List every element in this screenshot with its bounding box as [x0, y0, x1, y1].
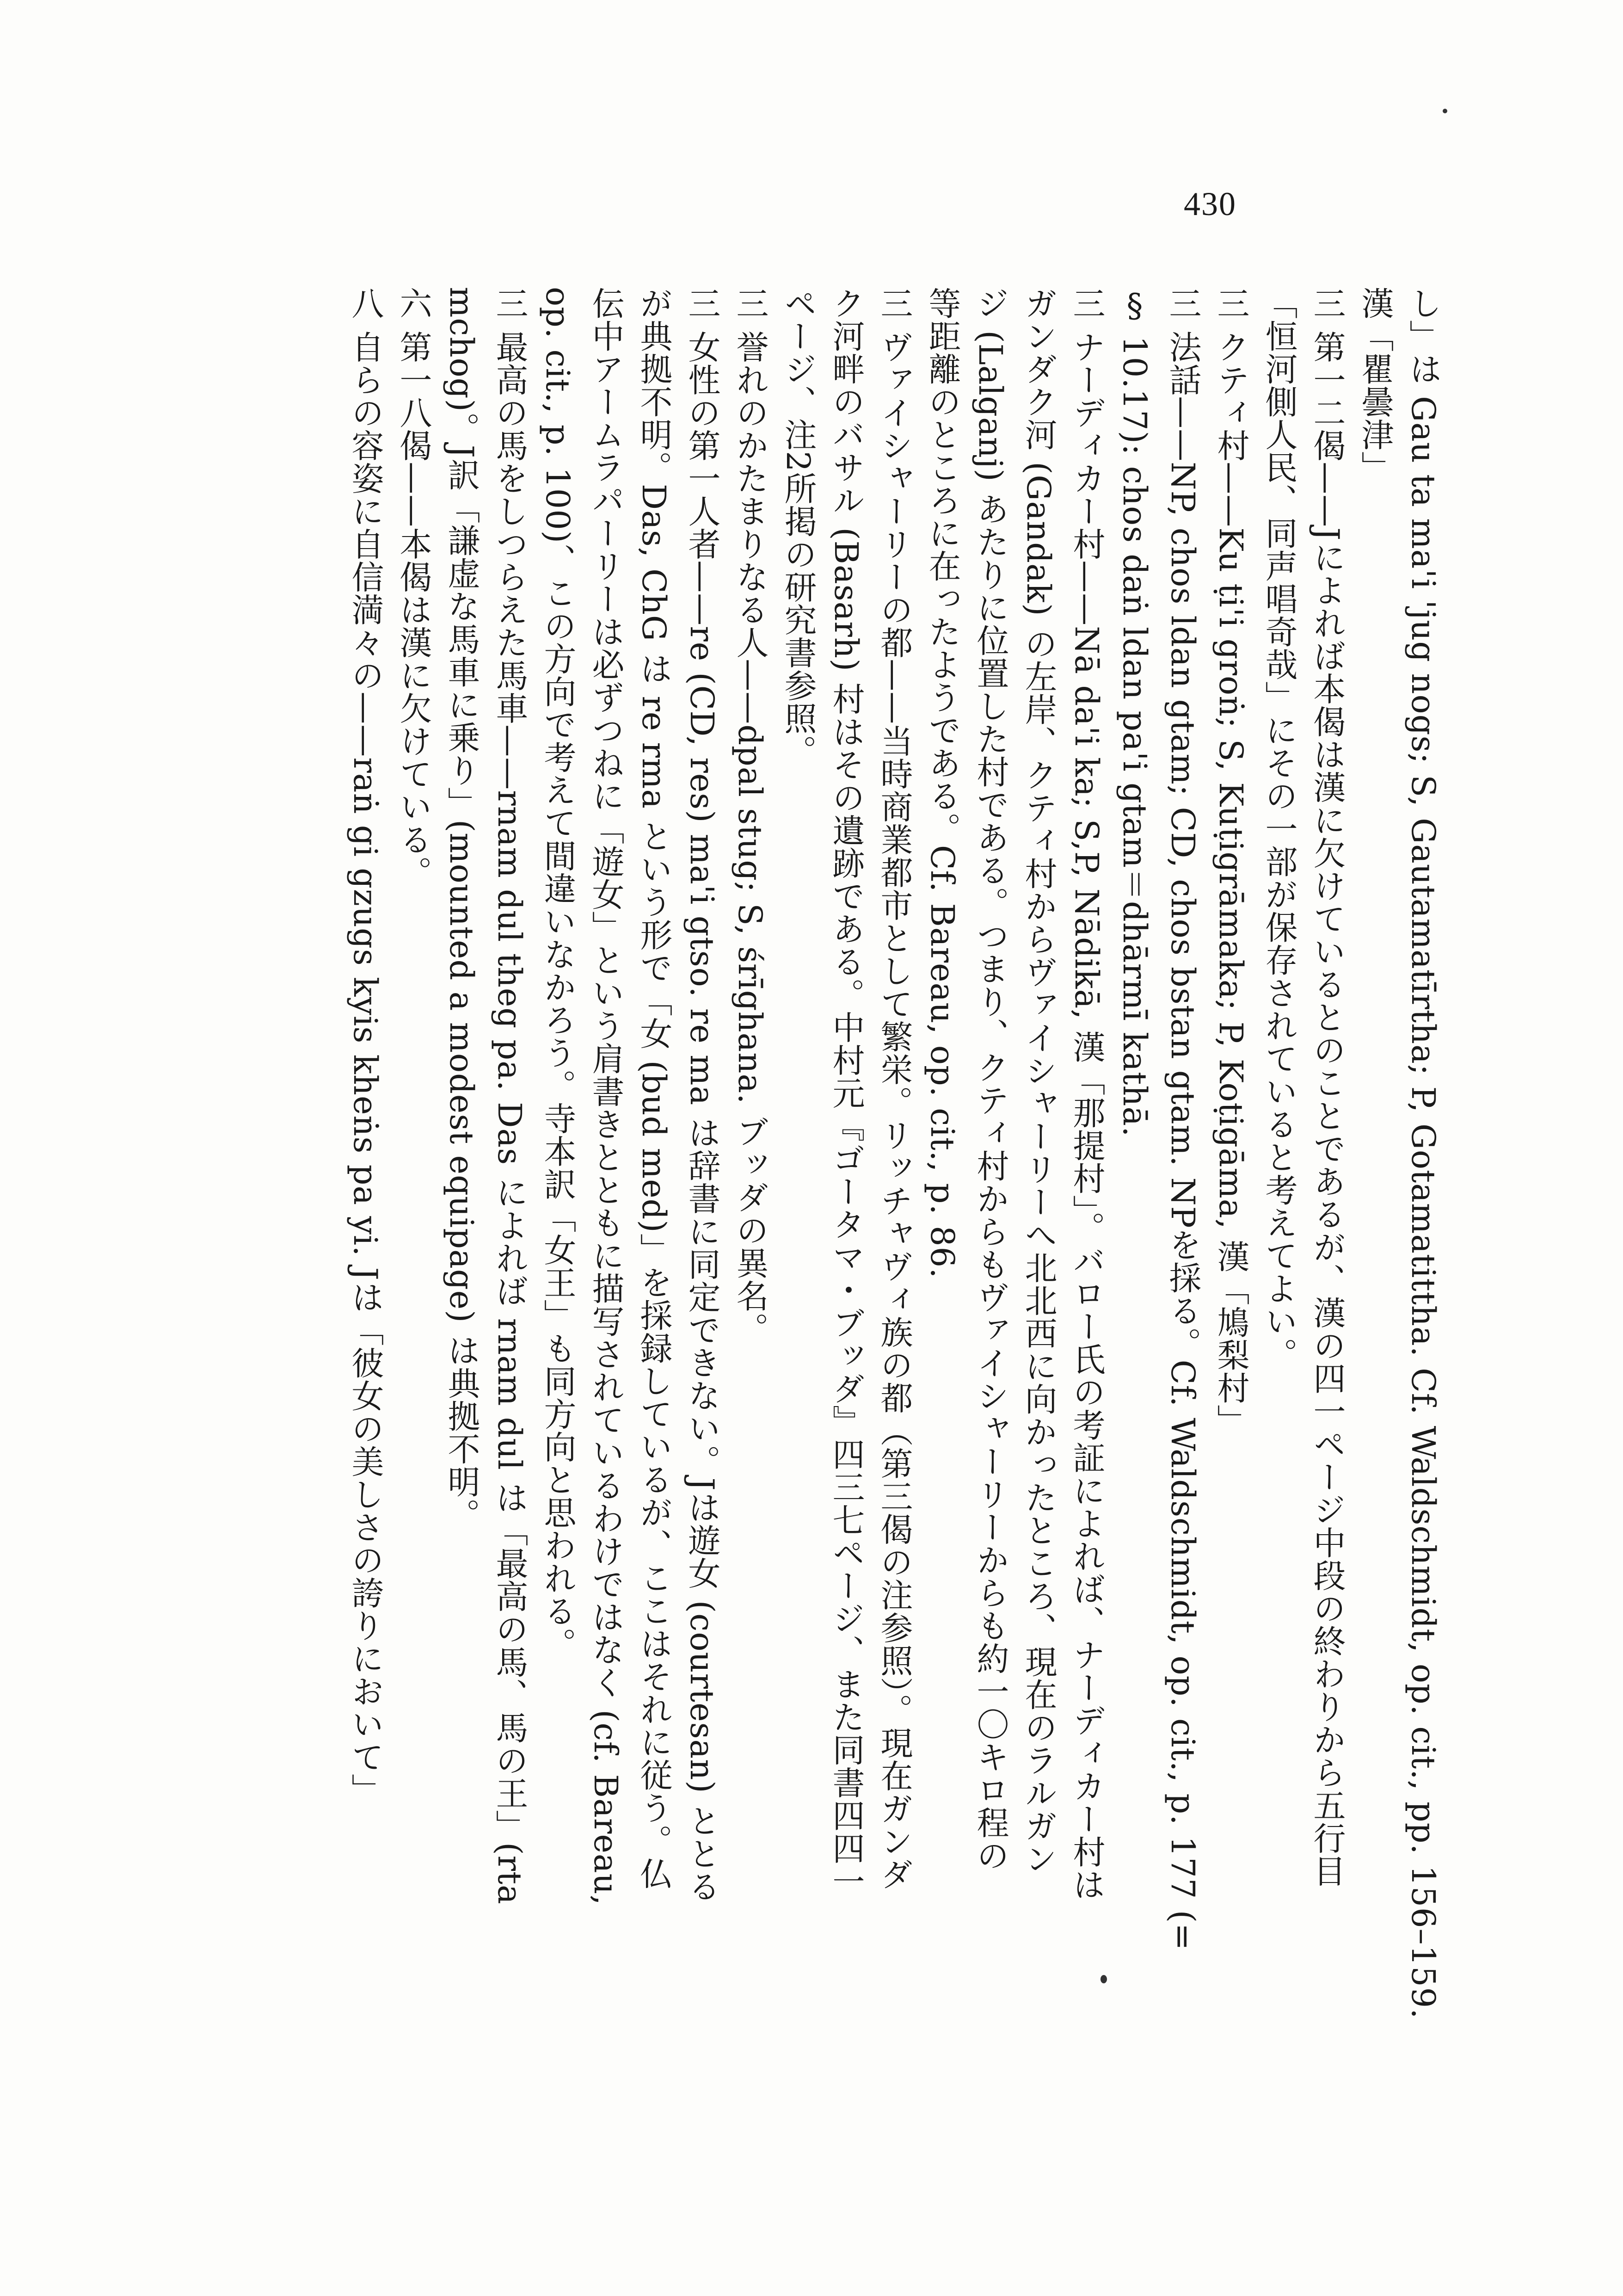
text-line: が典拠不明。Das, ChG は re rma という形で「女 (bud med)」を採録しているが、ここはそれに従う。仏 [635, 287, 673, 1890]
text-line: 漢「瞿曇津」 [1356, 287, 1394, 484]
text-line: し」は Gau ta ma'i 'jug nogs; S, Gautamatīrtha; P, Gotamatittha. Cf. Waldschmidt, op. cit., pp. 156–159. [1404, 287, 1442, 2019]
text-line: 三 クティ村——Ku ṭi'i groṅ; S, Kuṭigrāmaka; P, Koṭigāma, 漢「鳩梨村」 [1212, 287, 1250, 1438]
text-line: mchog)。J訳「謙虚な馬車に乗り」(mounted a modest equipage) は典拠不明。 [443, 287, 480, 1531]
text-line: ガンダク河 (Gandak) の左岸、クティ村からヴァイシャーリーへ北北西に向かったところ、現在のラルガン [1020, 287, 1057, 1875]
page-number: 430 [1184, 185, 1236, 222]
text-line: ク河畔のバサル (Basarh) 村はその遺跡である。中村元『ゴータマ・ブッダ』四三七ページ、また同書四四一 [827, 287, 865, 1898]
text-line: 三 第一二偈——Jによれば本偈は漢に欠けているとのことであるが、漢の四一ページ中段の終わりから五行目 [1308, 287, 1346, 1888]
text-line: 三 ナーディカー村——Nā da'i ka; S,P, Nādikā, 漢「那提村」。バロー氏の考証によれば、ナーディカー村は [1068, 287, 1106, 1901]
text-line: op. cit., p. 100)、この方向で考えて間違いなかろう。寺本訳「女王」も同方向と思われる。 [539, 287, 577, 1660]
text-line: 三 ヴァイシャーリーの都——当時商業都市として繁栄。リッチャヴィ族の都（第三偈の注参照）。現在ガンダ [875, 287, 913, 1891]
text-line: 三 最高の馬をしつらえた馬車——rnam dul theg pa. Das によれば rnam dul は「最高の馬、馬の王」(rta [491, 287, 529, 1905]
text-line: 伝中アームラパーリーは必ずつねに「遊女」という肩書きとともに描写されているわけではなく (cf. Bareau, [587, 287, 625, 1906]
text-line: 等距離のところに在ったようである。Cf. Bareau, op. cit., p. 86. [923, 287, 961, 1279]
text-line: 三 法話——NP, chos ldan gtam; CD, chos bstan gtam. NPを採る。Cf. Waldschmidt, op. cit., p. 177 (= [1164, 287, 1202, 1951]
text-line: 八 自らの容姿に自信満々の——raṅ gi gzugs kyis kheṅs pa yi. Jは「彼女の美しさの誇りにおいて」 [346, 287, 384, 1806]
text-line: 「恒河側人民、同声唱奇哉」にその一部が保存されていると考えてよい。 [1260, 287, 1298, 1370]
text-line: 三 誉れのかたまりなる人——dpal stug; S, śrīghana. ブッダの異名。 [731, 287, 769, 1345]
annotation-text-block [83, 287, 1447, 2174]
text-line: 六 第一八偈——本偈は漢に欠けている。 [394, 287, 432, 889]
text-line: ページ、注2所掲の研究書参照。 [779, 287, 817, 768]
text-line: ジ (Lalganj) あたりに位置した村である。つまり、クティ村からもヴァイシャーリーからも約一〇キロ程の [971, 287, 1009, 1872]
scan-speck [1100, 1975, 1107, 1983]
scan-speck [1443, 109, 1447, 113]
text-line: § 10.17): chos daṅ ldan pa'i gtam＝dhārmī kathā. [1116, 287, 1154, 1137]
text-line: 三 女性の第一人者——re (CD, res) ma'i gtso. re ma は辞書に同定できない。Jは遊女 (courtesan) ととる [683, 287, 721, 1903]
